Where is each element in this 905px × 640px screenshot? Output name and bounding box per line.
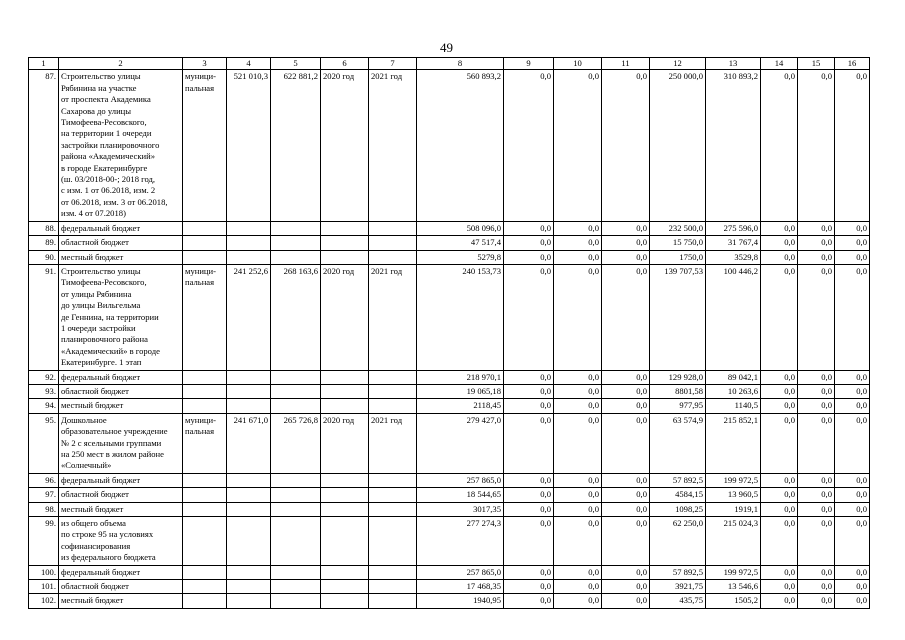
total-amount: 3017,35 xyxy=(417,502,504,516)
column-header: 1 xyxy=(29,58,59,70)
col-11-value: 0,0 xyxy=(602,473,650,487)
col-15-value: 0,0 xyxy=(798,221,835,235)
col-13-value: 10 263,6 xyxy=(706,384,761,398)
col-13-value: 31 767,4 xyxy=(706,236,761,250)
col-9-value: 0,0 xyxy=(504,264,554,370)
item-name: местный бюджет xyxy=(59,502,183,516)
col-13-value: 1919,1 xyxy=(706,502,761,516)
table-row xyxy=(29,594,870,608)
start-year xyxy=(321,488,369,502)
total-amount: 5279,8 xyxy=(417,250,504,264)
col-12-value: 1750,0 xyxy=(650,250,706,264)
col-9-value: 0,0 xyxy=(504,70,554,221)
column-header: 10 xyxy=(554,58,602,70)
item-name: Дошкольное образовательное учреждение № 2 с ясельными группами на 250 мест в жилом районе «Солнечный» xyxy=(59,413,183,473)
column-header: 3 xyxy=(183,58,227,70)
cost-current xyxy=(271,384,321,398)
ownership xyxy=(183,580,227,594)
col-16-value: 0,0 xyxy=(835,580,870,594)
col-10-value: 0,0 xyxy=(554,264,602,370)
row-number: 90. xyxy=(29,250,59,264)
col-9-value: 0,0 xyxy=(504,517,554,566)
table-row xyxy=(29,580,870,594)
column-header: 9 xyxy=(504,58,554,70)
cost-estimate xyxy=(227,565,271,579)
item-name: федеральный бюджет xyxy=(59,221,183,235)
end-year xyxy=(369,399,417,413)
col-14-value: 0,0 xyxy=(761,502,798,516)
ownership xyxy=(183,384,227,398)
total-amount: 47 517,4 xyxy=(417,236,504,250)
ownership xyxy=(183,236,227,250)
start-year: 2020 год xyxy=(321,264,369,370)
total-amount: 1940,95 xyxy=(417,594,504,608)
col-16-value: 0,0 xyxy=(835,264,870,370)
col-10-value: 0,0 xyxy=(554,594,602,608)
col-15-value: 0,0 xyxy=(798,502,835,516)
end-year xyxy=(369,236,417,250)
table-row xyxy=(29,250,870,264)
end-year xyxy=(369,370,417,384)
col-15-value: 0,0 xyxy=(798,384,835,398)
item-name: федеральный бюджет xyxy=(59,473,183,487)
col-9-value: 0,0 xyxy=(504,473,554,487)
item-name: местный бюджет xyxy=(59,250,183,264)
item-name: областной бюджет xyxy=(59,488,183,502)
col-16-value: 0,0 xyxy=(835,70,870,221)
cost-estimate xyxy=(227,488,271,502)
col-13-value: 275 596,0 xyxy=(706,221,761,235)
start-year xyxy=(321,384,369,398)
item-name: федеральный бюджет xyxy=(59,370,183,384)
ownership xyxy=(183,399,227,413)
total-amount: 257 865,0 xyxy=(417,473,504,487)
cost-estimate xyxy=(227,250,271,264)
end-year xyxy=(369,488,417,502)
row-number: 93. xyxy=(29,384,59,398)
col-13-value: 215 024,3 xyxy=(706,517,761,566)
col-14-value: 0,0 xyxy=(761,565,798,579)
table-row xyxy=(29,264,870,370)
cost-current xyxy=(271,370,321,384)
column-header: 4 xyxy=(227,58,271,70)
page-number: 49 xyxy=(440,40,453,55)
col-11-value: 0,0 xyxy=(602,399,650,413)
col-12-value: 129 928,0 xyxy=(650,370,706,384)
end-year: 2021 год xyxy=(369,413,417,473)
end-year xyxy=(369,250,417,264)
col-10-value: 0,0 xyxy=(554,250,602,264)
item-name: местный бюджет xyxy=(59,399,183,413)
col-12-value: 435,75 xyxy=(650,594,706,608)
col-14-value: 0,0 xyxy=(761,413,798,473)
col-13-value: 13 546,6 xyxy=(706,580,761,594)
row-number: 101. xyxy=(29,580,59,594)
start-year xyxy=(321,399,369,413)
table-row xyxy=(29,517,870,566)
col-15-value: 0,0 xyxy=(798,473,835,487)
col-16-value: 0,0 xyxy=(835,250,870,264)
col-9-value: 0,0 xyxy=(504,221,554,235)
cost-estimate xyxy=(227,370,271,384)
total-amount: 508 096,0 xyxy=(417,221,504,235)
col-9-value: 0,0 xyxy=(504,565,554,579)
row-number: 88. xyxy=(29,221,59,235)
col-12-value: 1098,25 xyxy=(650,502,706,516)
col-12-value: 250 000,0 xyxy=(650,70,706,221)
col-14-value: 0,0 xyxy=(761,399,798,413)
col-15-value: 0,0 xyxy=(798,517,835,566)
item-name: местный бюджет xyxy=(59,594,183,608)
col-14-value: 0,0 xyxy=(761,236,798,250)
col-10-value: 0,0 xyxy=(554,70,602,221)
col-13-value: 100 446,2 xyxy=(706,264,761,370)
total-amount: 18 544,65 xyxy=(417,488,504,502)
cost-current xyxy=(271,594,321,608)
end-year xyxy=(369,473,417,487)
col-10-value: 0,0 xyxy=(554,565,602,579)
column-header: 5 xyxy=(271,58,321,70)
column-header: 13 xyxy=(706,58,761,70)
col-9-value: 0,0 xyxy=(504,236,554,250)
cost-estimate xyxy=(227,399,271,413)
col-16-value: 0,0 xyxy=(835,594,870,608)
col-11-value: 0,0 xyxy=(602,594,650,608)
column-header: 16 xyxy=(835,58,870,70)
cost-estimate xyxy=(227,580,271,594)
col-11-value: 0,0 xyxy=(602,221,650,235)
row-number: 87. xyxy=(29,70,59,221)
cost-estimate xyxy=(227,502,271,516)
column-header: 7 xyxy=(369,58,417,70)
cost-estimate xyxy=(227,384,271,398)
cost-current xyxy=(271,250,321,264)
col-9-value: 0,0 xyxy=(504,502,554,516)
col-15-value: 0,0 xyxy=(798,370,835,384)
start-year: 2020 год xyxy=(321,413,369,473)
col-16-value: 0,0 xyxy=(835,221,870,235)
cost-current xyxy=(271,399,321,413)
col-9-value: 0,0 xyxy=(504,580,554,594)
total-amount: 218 970,1 xyxy=(417,370,504,384)
end-year xyxy=(369,517,417,566)
total-amount: 560 893,2 xyxy=(417,70,504,221)
col-11-value: 0,0 xyxy=(602,488,650,502)
col-9-value: 0,0 xyxy=(504,488,554,502)
cost-current xyxy=(271,565,321,579)
col-16-value: 0,0 xyxy=(835,399,870,413)
column-header: 2 xyxy=(59,58,183,70)
col-12-value: 4584,15 xyxy=(650,488,706,502)
cost-current xyxy=(271,502,321,516)
col-10-value: 0,0 xyxy=(554,384,602,398)
column-header: 15 xyxy=(798,58,835,70)
col-15-value: 0,0 xyxy=(798,236,835,250)
cost-current xyxy=(271,517,321,566)
row-number: 91. xyxy=(29,264,59,370)
col-15-value: 0,0 xyxy=(798,70,835,221)
col-14-value: 0,0 xyxy=(761,580,798,594)
col-15-value: 0,0 xyxy=(798,413,835,473)
row-number: 97. xyxy=(29,488,59,502)
cost-estimate xyxy=(227,236,271,250)
ownership: муници- пальная xyxy=(183,413,227,473)
col-12-value: 15 750,0 xyxy=(650,236,706,250)
col-16-value: 0,0 xyxy=(835,236,870,250)
col-16-value: 0,0 xyxy=(835,384,870,398)
col-15-value: 0,0 xyxy=(798,580,835,594)
col-12-value: 977,95 xyxy=(650,399,706,413)
end-year xyxy=(369,594,417,608)
col-11-value: 0,0 xyxy=(602,565,650,579)
col-15-value: 0,0 xyxy=(798,399,835,413)
item-name: Строительство улицы Тимофеева-Ресовского, от улицы Рябинина до улицы Вильгельма де Геннина, на территории 1 очереди застройки планировочного района «Академический» в городе Екатеринбурге. 1 этап xyxy=(59,264,183,370)
ownership xyxy=(183,473,227,487)
end-year xyxy=(369,384,417,398)
col-14-value: 0,0 xyxy=(761,594,798,608)
row-number: 94. xyxy=(29,399,59,413)
column-header: 12 xyxy=(650,58,706,70)
col-11-value: 0,0 xyxy=(602,264,650,370)
col-11-value: 0,0 xyxy=(602,517,650,566)
item-name: областной бюджет xyxy=(59,236,183,250)
cost-current: 622 881,2 xyxy=(271,70,321,221)
row-number: 96. xyxy=(29,473,59,487)
ownership: муници- пальная xyxy=(183,264,227,370)
col-14-value: 0,0 xyxy=(761,384,798,398)
end-year: 2021 год xyxy=(369,264,417,370)
col-16-value: 0,0 xyxy=(835,488,870,502)
col-16-value: 0,0 xyxy=(835,370,870,384)
table-row xyxy=(29,384,870,398)
end-year xyxy=(369,502,417,516)
ownership xyxy=(183,565,227,579)
col-10-value: 0,0 xyxy=(554,399,602,413)
col-11-value: 0,0 xyxy=(602,250,650,264)
col-10-value: 0,0 xyxy=(554,473,602,487)
end-year: 2021 год xyxy=(369,70,417,221)
col-14-value: 0,0 xyxy=(761,250,798,264)
col-14-value: 0,0 xyxy=(761,517,798,566)
col-9-value: 0,0 xyxy=(504,399,554,413)
cost-estimate: 241 671,0 xyxy=(227,413,271,473)
start-year xyxy=(321,565,369,579)
col-13-value: 89 042,1 xyxy=(706,370,761,384)
col-9-value: 0,0 xyxy=(504,413,554,473)
total-amount: 2118,45 xyxy=(417,399,504,413)
cost-current: 265 726,8 xyxy=(271,413,321,473)
table-row xyxy=(29,70,870,221)
col-10-value: 0,0 xyxy=(554,488,602,502)
start-year xyxy=(321,221,369,235)
end-year xyxy=(369,580,417,594)
start-year xyxy=(321,502,369,516)
col-15-value: 0,0 xyxy=(798,565,835,579)
col-15-value: 0,0 xyxy=(798,594,835,608)
header-row xyxy=(29,58,870,70)
col-11-value: 0,0 xyxy=(602,70,650,221)
budget-table xyxy=(28,57,870,609)
cost-current xyxy=(271,473,321,487)
row-number: 99. xyxy=(29,517,59,566)
col-13-value: 13 960,5 xyxy=(706,488,761,502)
start-year xyxy=(321,473,369,487)
col-9-value: 0,0 xyxy=(504,594,554,608)
row-number: 89. xyxy=(29,236,59,250)
table-row xyxy=(29,565,870,579)
ownership xyxy=(183,488,227,502)
column-header: 11 xyxy=(602,58,650,70)
start-year xyxy=(321,250,369,264)
start-year xyxy=(321,236,369,250)
cost-current xyxy=(271,488,321,502)
col-11-value: 0,0 xyxy=(602,370,650,384)
col-15-value: 0,0 xyxy=(798,488,835,502)
col-12-value: 8801,58 xyxy=(650,384,706,398)
cost-estimate: 521 010,3 xyxy=(227,70,271,221)
table-row xyxy=(29,399,870,413)
start-year: 2020 год xyxy=(321,70,369,221)
row-number: 100. xyxy=(29,565,59,579)
col-13-value: 1505,2 xyxy=(706,594,761,608)
column-header: 6 xyxy=(321,58,369,70)
col-13-value: 199 972,5 xyxy=(706,565,761,579)
item-name: Строительство улицы Рябинина на участке от проспекта Академика Сахарова до улицы Тимофеева-Ресовского, на территории 1 очереди застройки планировочного района «Академический» в городе Екатеринбурге (ш. 03/2018-00-; 2018 год, с изм. 1 от 06.2018, изм. 2 от 06.2018, изм. 3 от 06.2018, изм. 4 от 07.2018) xyxy=(59,70,183,221)
row-number: 98. xyxy=(29,502,59,516)
total-amount: 240 153,73 xyxy=(417,264,504,370)
col-10-value: 0,0 xyxy=(554,221,602,235)
col-10-value: 0,0 xyxy=(554,236,602,250)
total-amount: 257 865,0 xyxy=(417,565,504,579)
col-11-value: 0,0 xyxy=(602,502,650,516)
col-16-value: 0,0 xyxy=(835,413,870,473)
col-9-value: 0,0 xyxy=(504,384,554,398)
col-12-value: 139 707,53 xyxy=(650,264,706,370)
total-amount: 277 274,3 xyxy=(417,517,504,566)
col-11-value: 0,0 xyxy=(602,236,650,250)
item-name: федеральный бюджет xyxy=(59,565,183,579)
ownership xyxy=(183,250,227,264)
item-name: из общего объема по строке 95 на условиях софинансирования из федерального бюджета xyxy=(59,517,183,566)
table-row xyxy=(29,502,870,516)
table-row xyxy=(29,221,870,235)
item-name: областной бюджет xyxy=(59,384,183,398)
table-row xyxy=(29,488,870,502)
start-year xyxy=(321,370,369,384)
col-12-value: 232 500,0 xyxy=(650,221,706,235)
row-number: 102. xyxy=(29,594,59,608)
col-13-value: 1140,5 xyxy=(706,399,761,413)
col-13-value: 3529,8 xyxy=(706,250,761,264)
col-14-value: 0,0 xyxy=(761,473,798,487)
col-12-value: 57 892,5 xyxy=(650,473,706,487)
col-13-value: 310 893,2 xyxy=(706,70,761,221)
col-12-value: 63 574,9 xyxy=(650,413,706,473)
ownership xyxy=(183,502,227,516)
col-13-value: 215 852,1 xyxy=(706,413,761,473)
cost-estimate xyxy=(227,221,271,235)
col-13-value: 199 972,5 xyxy=(706,473,761,487)
col-9-value: 0,0 xyxy=(504,370,554,384)
col-9-value: 0,0 xyxy=(504,250,554,264)
ownership xyxy=(183,517,227,566)
table-row xyxy=(29,473,870,487)
total-amount: 17 468,35 xyxy=(417,580,504,594)
column-header: 8 xyxy=(417,58,504,70)
col-16-value: 0,0 xyxy=(835,502,870,516)
col-11-value: 0,0 xyxy=(602,580,650,594)
col-11-value: 0,0 xyxy=(602,413,650,473)
col-14-value: 0,0 xyxy=(761,221,798,235)
cost-estimate xyxy=(227,517,271,566)
cost-current xyxy=(271,580,321,594)
ownership xyxy=(183,221,227,235)
col-15-value: 0,0 xyxy=(798,264,835,370)
col-15-value: 0,0 xyxy=(798,250,835,264)
table-row xyxy=(29,413,870,473)
item-name: областной бюджет xyxy=(59,580,183,594)
ownership xyxy=(183,594,227,608)
col-12-value: 57 892,5 xyxy=(650,565,706,579)
col-11-value: 0,0 xyxy=(602,384,650,398)
col-10-value: 0,0 xyxy=(554,517,602,566)
col-16-value: 0,0 xyxy=(835,473,870,487)
col-10-value: 0,0 xyxy=(554,370,602,384)
ownership xyxy=(183,370,227,384)
col-14-value: 0,0 xyxy=(761,370,798,384)
cost-estimate xyxy=(227,473,271,487)
col-14-value: 0,0 xyxy=(761,264,798,370)
cost-current: 268 163,6 xyxy=(271,264,321,370)
col-12-value: 62 250,0 xyxy=(650,517,706,566)
end-year xyxy=(369,565,417,579)
start-year xyxy=(321,517,369,566)
row-number: 95. xyxy=(29,413,59,473)
row-number: 92. xyxy=(29,370,59,384)
total-amount: 279 427,0 xyxy=(417,413,504,473)
col-14-value: 0,0 xyxy=(761,70,798,221)
cost-estimate xyxy=(227,594,271,608)
start-year xyxy=(321,594,369,608)
end-year xyxy=(369,221,417,235)
col-16-value: 0,0 xyxy=(835,565,870,579)
cost-current xyxy=(271,221,321,235)
ownership: муници- пальная xyxy=(183,70,227,221)
col-14-value: 0,0 xyxy=(761,488,798,502)
col-10-value: 0,0 xyxy=(554,413,602,473)
col-10-value: 0,0 xyxy=(554,502,602,516)
cost-current xyxy=(271,236,321,250)
col-16-value: 0,0 xyxy=(835,517,870,566)
cost-estimate: 241 252,6 xyxy=(227,264,271,370)
start-year xyxy=(321,580,369,594)
col-10-value: 0,0 xyxy=(554,580,602,594)
table-row xyxy=(29,236,870,250)
total-amount: 19 065,18 xyxy=(417,384,504,398)
column-header: 14 xyxy=(761,58,798,70)
col-12-value: 3921,75 xyxy=(650,580,706,594)
table-row xyxy=(29,370,870,384)
